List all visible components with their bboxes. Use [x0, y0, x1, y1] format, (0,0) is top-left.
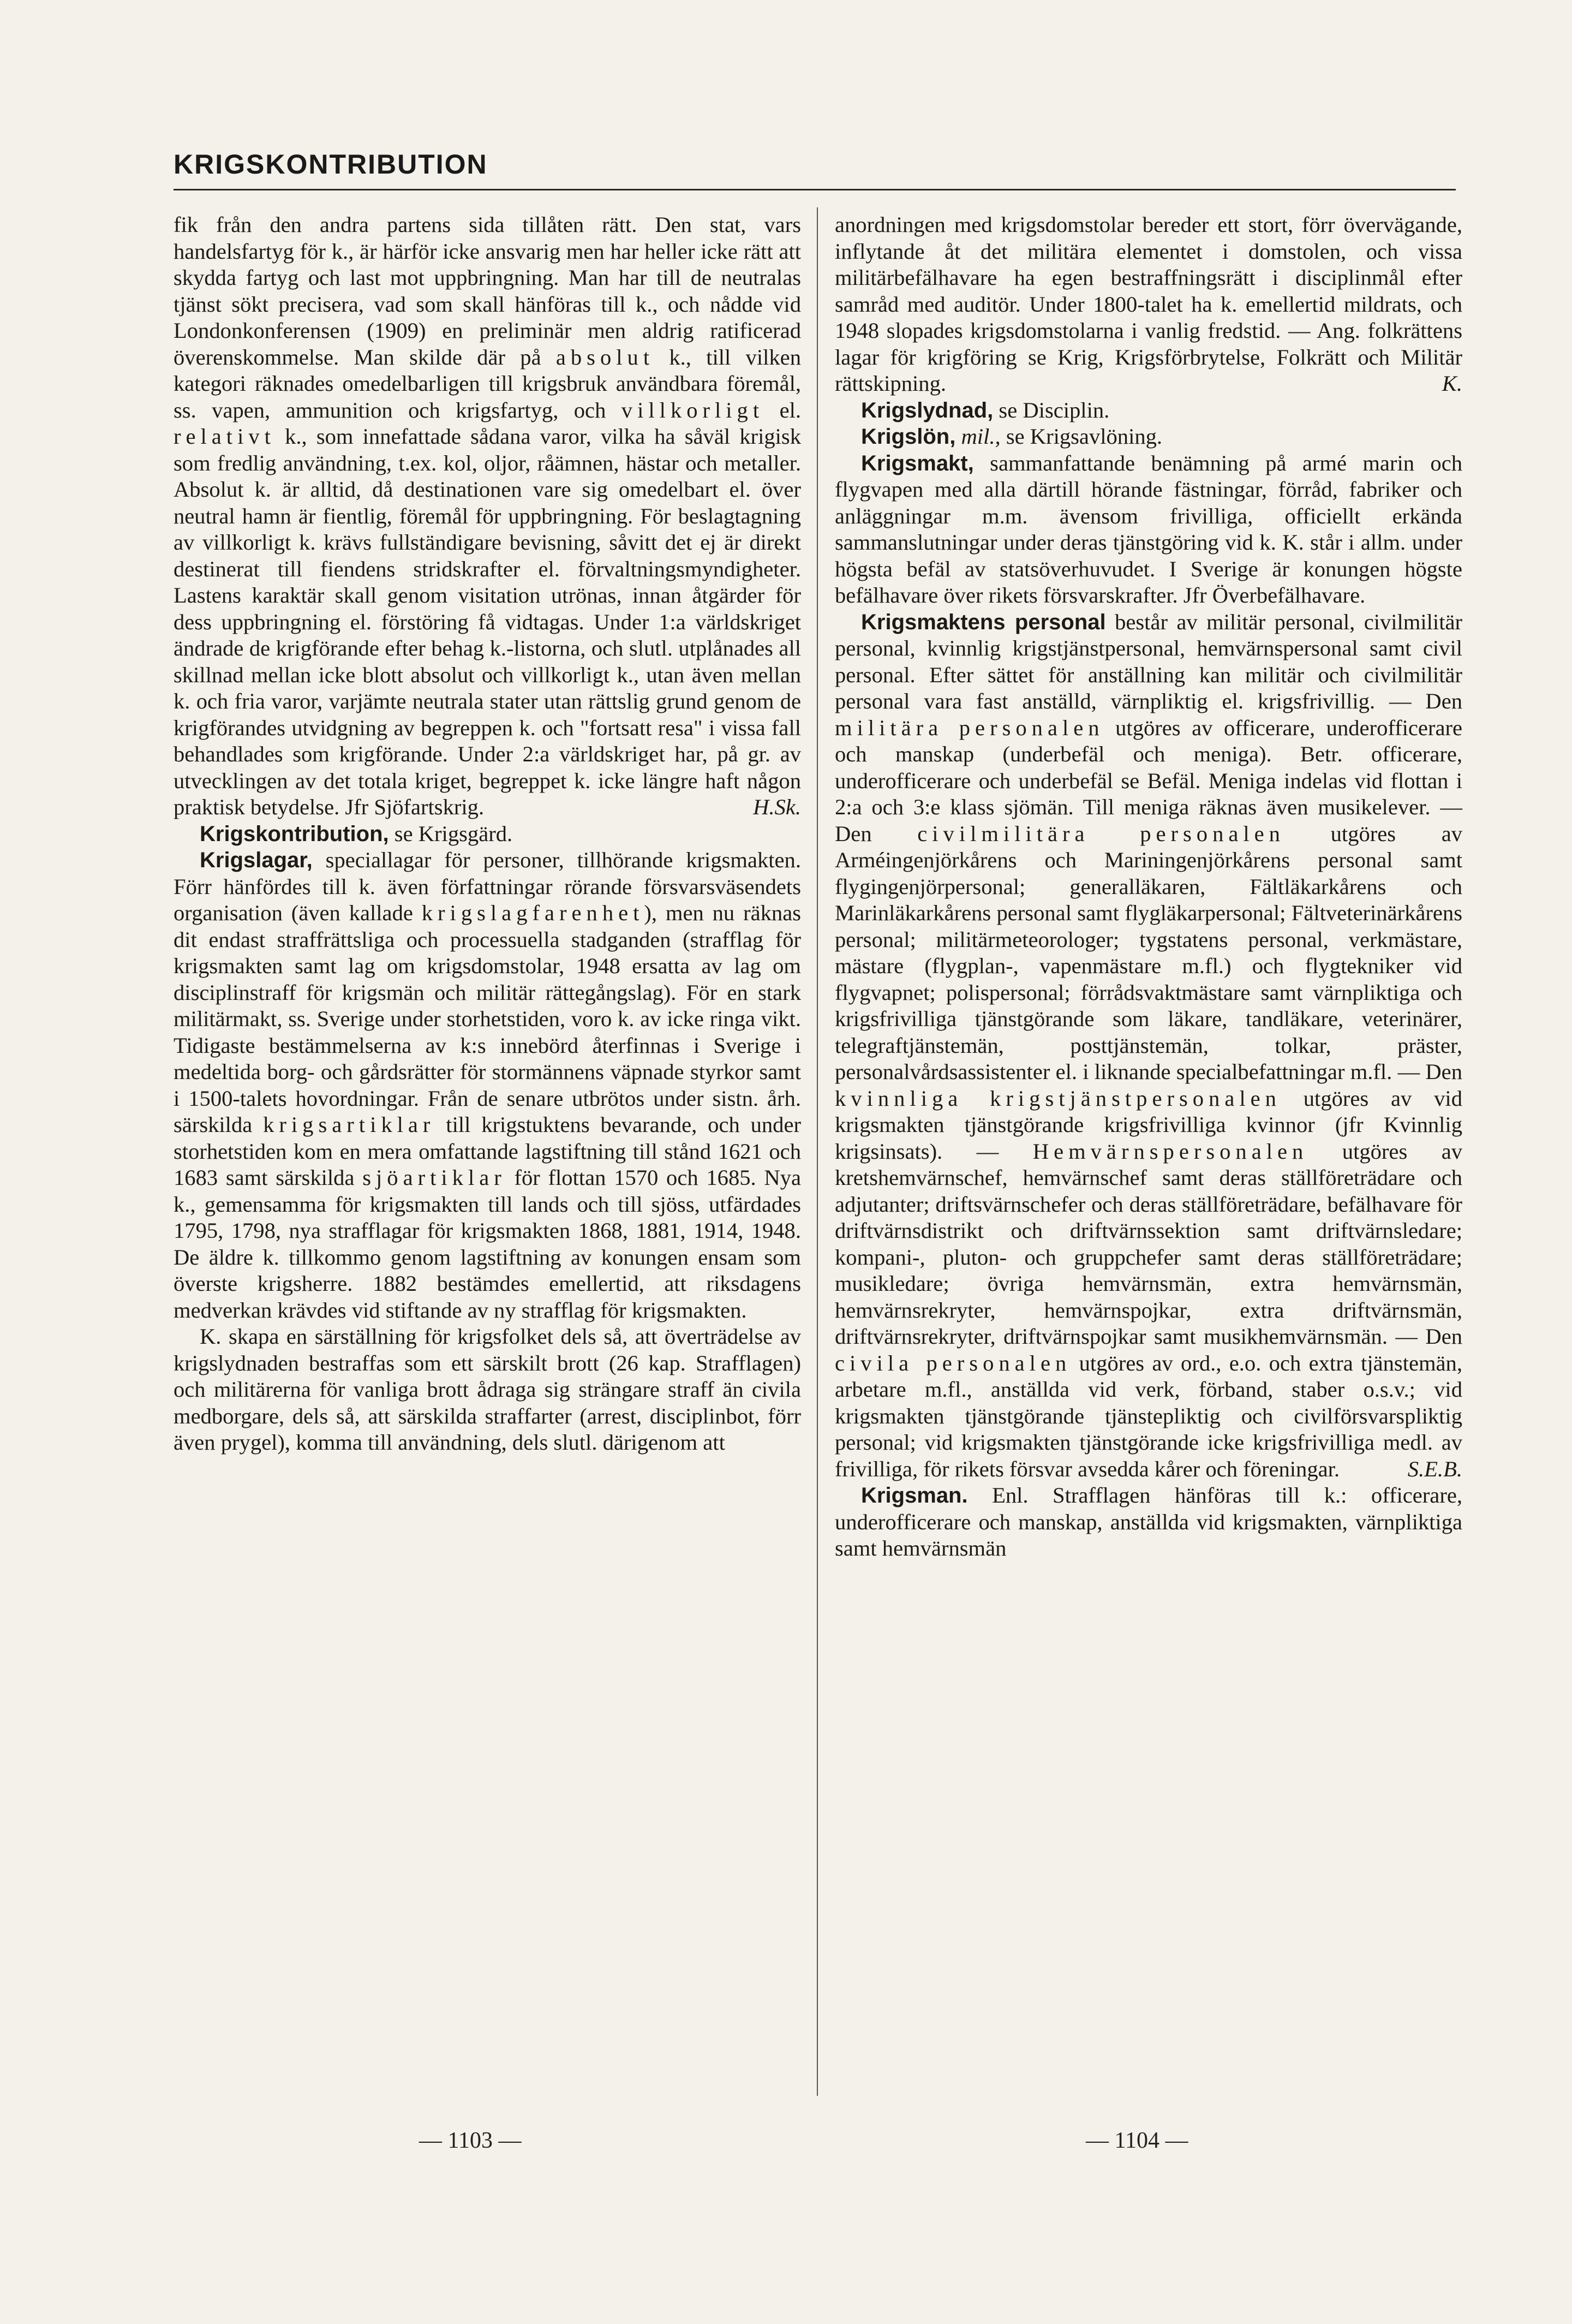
entry-headword: Krigskontribution,	[200, 821, 389, 846]
entry-krigsmaktens-personal: Krigsmaktens personal består av militär personal, civilmilitär personal, kvinnlig krigstjänstpersonal, hemvärnspersonal samt civil personal. Efter sättet för anställning kan militär och civilmilitär personal vara fast anställd, värnpliktig el. krigsfrivillig. — Den militära personalen utgöres av officerare, underofficerare och manskap (underbefäl och meniga). Betr. officerare, underofficerare och underbefäl se Befäl. Meniga indelas vid flottan i 2:a och 3:e klass sjömän. Till meniga räknas även musikelever. — Den civilmilitära personalen utgöres av Arméingenjörkårens och Mariningenjörkårens personal samt flygingenjörpersonal; generalläkaren, Fältläkarkårens och Marinläkarkårens personal samt flygläkarpersonal; Fältveterinärkårens personal; militärmeteorologer; tygstatens personal, verkmästare, mästare (flygplan-, vapenmästare m.fl.) och flygtekniker vid flygvapnet; polispersonal; förrådsvaktmästare samt värnpliktiga och krigsfrivilliga tjänstgörande som läkare, tandläkare, veterinärer, telegraftjänstemän, posttjänstemän, tolkar, präster, personalvårdsassistenter el. i liknande specialbefattningar m.fl. — Den kvinnliga krigstjänstpersonalen utgöres av vid krigsmakten tjänstgörande krigsfrivilliga kvinnor (jfr Kvinnlig krigsinsats). — Hemvärnspersonalen utgöres av kretshemvärnschef, hemvärnschef samt deras ställföreträdare och adjutanter; driftsvärnschefer och deras ställföreträdare, befälhavare för driftvärnsdistrikt och driftvärnssektion samt driftvärnsledare; kompani-, pluton- och gruppchefer samt deras ställföreträdare; musikledare; övriga hemvärnsmän, extra hemvärnsmän, hemvärnsrekryter, hemvärnspojkar, extra driftvärnsmän, driftvärnsrekryter, driftvärnspojkar samt musikhemvärnsmän. — Den civila personalen utgöres av ord., e.o. och extra tjänstemän, arbetare m.fl., anställda vid verk, förband, staber o.s.v.; vid krigsmakten tjänstgörande tjänstepliktig och civilförsvarspliktig personal; vid krigsmakten tjänstgörande icke krigsfrivilliga medl. av frivilliga, för rikets försvar avsedda kårer och föreningar. S.E.B.	[835, 609, 1462, 1483]
entry-krigslydnad: Krigslydnad, se Disciplin.	[861, 397, 1110, 422]
column-divider	[817, 207, 818, 2096]
entry-headword: Krigsmaktens personal	[861, 610, 1106, 634]
emphasis-kvinnliga-personalen: kvinnliga krigstjänstpersonalen	[835, 1086, 1281, 1111]
page-number-right: — 1104 —	[1086, 2128, 1188, 2153]
emphasis-sjoartiklar: sjöartiklar	[362, 1165, 506, 1190]
emphasis-hemvarnspersonalen: Hemvärnspersonalen	[1032, 1139, 1308, 1164]
author-signature: H.Sk.	[753, 795, 801, 819]
entry-krigsmakt: Krigsmakt, sammanfattande benämning på armé marin och flygvapen med alla därtill hörande fästningar, förråd, fabriker och anläggningar m.m. ävensom frivilliga, officiellt erkända sammanslutningar under deras tjänstgöring vid k. K. står i allm. under högsta befäl av statsöverhuvudet. I Sverige är konungen högste befälhavare över rikets försvarskrafter. Jfr Överbefälhavare.	[835, 450, 1462, 607]
right-column	[835, 212, 1462, 2095]
emphasis-relativt: relativt	[174, 424, 276, 449]
author-signature: K.	[1442, 371, 1462, 396]
emphasis-villkorligt: villkorligt	[621, 397, 764, 422]
running-head: KRIGSKONTRIBUTION	[174, 149, 488, 180]
entry-headword: Krigslön,	[861, 425, 956, 449]
emphasis-civila-personalen: civila personalen	[835, 1350, 1072, 1375]
entry-krigskontribution: Krigskontribution, se Krigsgärd.	[200, 821, 513, 846]
left-column	[174, 212, 801, 2095]
emphasis-krigsartiklar: krigsartiklar	[263, 1112, 435, 1137]
article-krigskontraband-continuation: fik från den andra partens sida tillåten rätt. Den stat, vars handelsfartyg för k., är härför icke ansvarig men har heller icke rätt att skydda fartyg och last mot uppbringning. Man har till de neutralas tjänst sökt precisera, vad som skall hänföras till k., och nådde vid Londonkonferensen (1909) en preliminär men aldrig ratificerad överenskommelse. Man skilde där på absolut k., till vilken kategori räknades omedelbarligen till krigsbruk användbara föremål, ss. vapen, ammunition och krigsfartyg, och villkorligt el. relativt k., som innefattade sådana varor, vilka ha såväl krigisk som fredlig användning, t.ex. kol, oljor, råämnen, hästar och metaller. Absolut k. är alltid, då destinationen vare sig omedelbart el. över neutral hamn är fientlig, föremål för uppbringning. För beslagtagning av villkorligt k. krävs fullständigare bevisning, såvitt det ej är direkt destinerat till fiendens stridskrafter el. förvaltningsmyndigheter. Lastens karaktär skall genom visitation utrönas, innan åtgärder för dess uppbringning el. förstöring få vidtagas. Under 1:a världskriget ändrade de krigförande efter behag k.-listorna, och slutl. utplånades all skillnad mellan icke blott absolut och villkorligt k., utan även mellan k. och fria varor, varjämte neutrala stater utan rättslig grund genom de krigförandes utvidgning av begreppen k. och "fortsatt resa" i vissa fall behandlades som krigförande. Under 2:a världskriget har, på gr. av utvecklingen av det totala kriget, begreppet k. icke längre haft någon praktisk betydelse. Jfr Sjöfartskrig. H.Sk.	[174, 212, 801, 821]
emphasis-absolut: absolut	[555, 344, 655, 370]
emphasis-krigslagfarenhet: krigslagfarenhet	[421, 901, 644, 925]
entry-headword: Krigsmakt,	[861, 451, 974, 475]
emphasis-militara-personalen: militära personalen	[835, 715, 1104, 740]
emphasis-civilmilitara-personalen: civilmilitära personalen	[917, 821, 1285, 846]
entry-headword: Krigslydnad,	[861, 398, 994, 422]
entry-headword: Krigslagar,	[200, 848, 313, 872]
paragraph-krigslagar-cont: K. skapa en särställning för krigsfolket dels så, att överträdelse av krigslydnaden bestraffas som ett särskilt brott (26 kap. Strafflagen) och militärerna för vanliga brott ådraga sig strängare straff än civila medborgare, dels så, att särskilda straffarter (arrest, disciplinbot, förr även prygel), komma till användning, dels slutl. därigenom att	[174, 1324, 801, 1455]
entry-krigslagar: Krigslagar, speciallagar för personer, tillhörande krigsmakten. Förr hänfördes till k. även författningar rörande försvarsväsendets organisation (även kallade krigslagfarenhet), men nu räknas dit endast straffrättsliga och processuella stadganden (strafflag för krigsmakten samt lag om krigsdomstolar, 1948 ersatta av lag om disciplinstraff för krigsmän och militär rättegångslag). För en stark militärmakt, ss. Sverige under storhetstiden, voro k. av icke ringa vikt. Tidigaste bestämmelserna av k:s innebörd återfinnas i Sverige i medeltida borg- och gårdsrätter för stormännens väpnade styrkor samt i 1500-talets hovordningar. Från de senare utbrötos under sistn. årh. särskilda krigsartiklar till krigstuktens bevarande, och under storhetstiden kom en mera omfattande lagstiftning till stånd 1621 och 1683 samt särskilda sjöartiklar för flottan 1570 och 1685. Nya k., gemensamma för krigsmakten till lands och till sjöss, utfärdades 1795, 1798, nya strafflagar för krigsmakten 1868, 1881, 1914, 1948. De äldre k. tillkommo genom lagstiftning av konungen ensam som överste krigsherre. 1882 bestämdes emellertid, att riksdagens medverkan krävdes vid stiftande av ny strafflag för krigsmakten.	[174, 848, 801, 1322]
header-rule	[174, 189, 1456, 190]
paragraph-krigslagar-end: anordningen med krigsdomstolar bereder ett stort, förr övervägande, inflytande åt det militära elementet i domstolen, och vissa militärbefälhavare ha egen bestraffningsrätt i disciplinmål efter samråd med auditör. Under 1800-talet ha k. emellertid mildrats, och 1948 slopades krigsdomstolarna i vanlig fredstid. — Ang. folkrättens lagar för krigföring se Krig, Krigsförbrytelse, Folkrätt och Militär rättskipning. K.	[835, 212, 1462, 397]
entry-krigslon: Krigslön, mil., se Krigsavlöning.	[861, 424, 1163, 449]
entry-krigsman: Krigsman. Enl. Strafflagen hänföras till k.: officerare, underofficerare och manskap, anställda vid krigsmakten, värnpliktiga samt hemvärnsmän	[835, 1483, 1462, 1560]
page-number-left: — 1103 —	[419, 2128, 522, 2153]
author-signature: S.E.B.	[1407, 1456, 1462, 1481]
entry-headword: Krigsman.	[861, 1483, 968, 1507]
